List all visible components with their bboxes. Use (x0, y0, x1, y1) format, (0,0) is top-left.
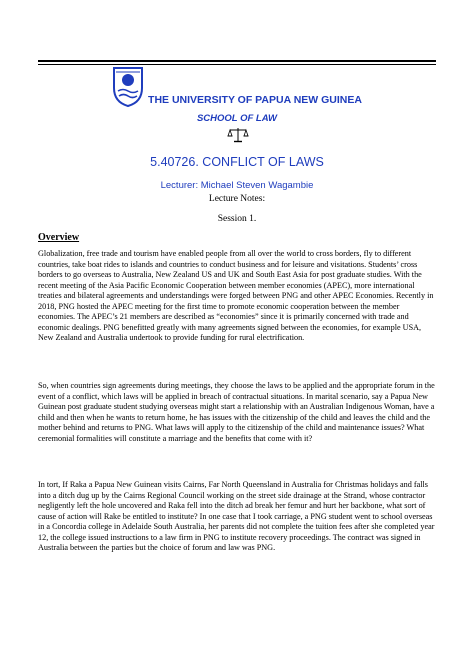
header-rule-thin (38, 64, 436, 65)
body-paragraph: Globalization, free trade and tourism have enabled people from all over the world to cross borders, fly to different countries, take boat rides to islands and countries to conduct business and for leisure and visitations. Students’ cross borders to go overseas to Australia, New Zealand US and UK and South East Asia for post graduate studies. With the recent meeting of the Asia Pacific Economic Cooperation between member economies (APEC), more international treaties and bilateral agreements and understandings were forged between PNG and other APEC Economies. Recently in 2018, PNG hosted the APEC meeting for the first time to promote economic cooperation between the member economies. The APEC’s 21 members are described as “economies” since it is primarily concerned with trade and economic dealings. PNG benefitted greatly with many agreements signed between the economies, for example USA, New Zealand and Australia undertook to provide funding for rural electrification. (38, 249, 434, 342)
header-rule-thick (38, 60, 436, 62)
lecture-notes-label: Lecture Notes: (208, 194, 266, 204)
lecturer-line: Lecturer: Michael Steven Wagambie (160, 180, 314, 191)
body-paragraph: In tort, If Raka a Papua New Guinean visits Cairns, Far North Queensland in Australia for Christmas holidays and falls into a ditch dug up by the Cairns Regional Council working on the street side drainage at the Strand, whose contractor negligently left the hole uncovered and Raka fell into the ditch ad break her femur and hurt her backbone, what sort of cause of action will Rake be entitled to institute? In one case that I took carriage, a PNG student went to school overseas in a Concordia college in Adelaide South Australia, her parents did not complete the tuition fees after she completed year 12, the college issued instructions to a law firm in PNG to institute recovery proceedings. The contract was signed in Australia between the parties but the choice of forum and law was PNG. (38, 480, 435, 552)
session-label: Session 1. (217, 214, 257, 224)
university-name: THE UNIVERSITY OF PAPUA NEW GUINEA (148, 94, 362, 106)
body-paragraph: So, when countries sign agreements during meetings, they choose the laws to be applied and the appropriate forum in the event of a conflict, which laws will be applied in breach of contractual situations. In marital scenario, say a Papua New Guinean post graduate student studying overseas might start a relationship with an Australian Indigenous Woman, have a child and then when he wants to return home, he has issues with the citizenship of the child and leaves the child and the mother behind and returns to PNG. What laws will apply to the citizenship of the child and maintenance issues? What ceremonial formalities will constitute a marriage and the benefits that come with it? (38, 381, 435, 443)
school-name: SCHOOL OF LAW (196, 113, 278, 124)
scales-of-justice-icon (227, 126, 249, 144)
course-title: 5.40726. CONFLICT OF LAWS (150, 155, 324, 169)
section-heading-overview: Overview (38, 232, 80, 243)
